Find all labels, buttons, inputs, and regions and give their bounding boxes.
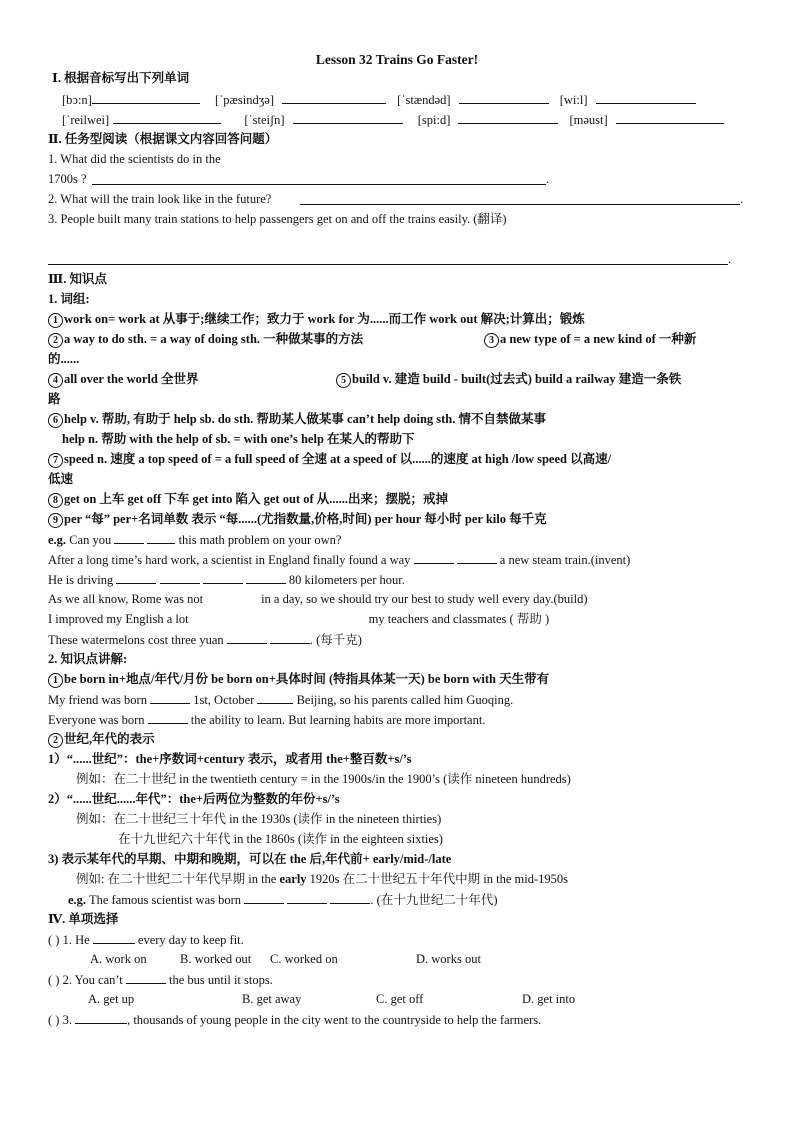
phonetic: [ˈstændəd] bbox=[397, 93, 451, 107]
phrase-5: 5 build v. 建造 build - built(过去式) build a railway 建造一条铁 bbox=[336, 371, 681, 388]
question-2: 2. What will the train look like in the future? bbox=[48, 192, 272, 206]
phonetic-row-2 bbox=[62, 111, 724, 128]
phrase-3: 3 a new type of = a new kind of 一种新 bbox=[484, 331, 696, 348]
example-5: I improved my English a lot my teachers and classmates ( 帮助 ) bbox=[48, 612, 550, 626]
answer-line[interactable] bbox=[300, 204, 740, 205]
example-1: e.g. Can you this math problem on your own? bbox=[48, 533, 342, 547]
question-1b: 1700s ? bbox=[48, 172, 87, 186]
period-eg: e.g. The famous scientist was born . (在十九世纪二十年代) bbox=[68, 893, 498, 907]
knowledge-1-example-2: Everyone was born the ability to learn. But learning habits are more important. bbox=[48, 713, 486, 727]
phonetic: [wi:l] bbox=[559, 93, 588, 107]
circled-number: 2 bbox=[48, 733, 63, 748]
phrase-8: 8 get on 上车 get off 下车 get into 陷入 get out of 从......出来；摆脱；戒掉 bbox=[48, 491, 448, 508]
section-3-heading: Ⅲ. 知识点 bbox=[48, 272, 107, 286]
example-2: After a long time’s hard work, a scientist in England finally found a way a new steam train.(invent) bbox=[48, 553, 631, 567]
section-1-heading: Ⅰ. 根据音标写出下列单词 bbox=[52, 71, 190, 85]
mc-question-2: ( ) 2. You can’t the bus until it stops. bbox=[48, 973, 273, 987]
circled-number: 3 bbox=[484, 333, 499, 348]
section-2-heading: Ⅱ. 任务型阅读（根据课文内容回答问题） bbox=[48, 132, 278, 146]
circled-number: 8 bbox=[48, 493, 63, 508]
knowledge-1-example-1: My friend was born 1st, October Beijing, so his parents called him Guoqing. bbox=[48, 693, 514, 707]
phrase-2: 2 a way to do sth. = a way of doing sth. 一种做某事的方法 bbox=[48, 331, 363, 348]
question-3: 3. People built many train stations to help passengers get on and off the trains easily. (翻译) bbox=[48, 212, 507, 226]
mc-options-2: A. get up B. get away C. get off D. get into bbox=[88, 992, 576, 1006]
century-example: 例如：在二十世纪 in the twentieth century = in the 1900s/in the 1900’s (读作 nineteen hundreds) bbox=[76, 772, 571, 786]
phrase-3-cont: 的...... bbox=[48, 352, 80, 366]
phrase-7-cont: 低速 bbox=[48, 472, 74, 486]
phonetic: [ˈpæsindʒə] bbox=[214, 93, 274, 107]
answer-paren[interactable]: ( ) bbox=[48, 973, 60, 987]
answer-line[interactable] bbox=[48, 264, 728, 265]
circled-number: 1 bbox=[48, 313, 63, 328]
circled-number: 2 bbox=[48, 333, 63, 348]
mc-options-1: A. work on B. worked out C. worked on D. works out bbox=[90, 952, 481, 966]
circled-number: 5 bbox=[336, 373, 351, 388]
example-4: As we all know, Rome was not in a day, so we should try our best to study well every day.(build) bbox=[48, 592, 588, 606]
circled-number: 9 bbox=[48, 513, 63, 528]
phonetic: [ˈsteiʃn] bbox=[244, 113, 285, 127]
subheading-phrases: 1. 词组: bbox=[48, 292, 90, 306]
phonetic: [spi:d] bbox=[417, 113, 451, 127]
circled-number: 4 bbox=[48, 373, 63, 388]
knowledge-1: 1 be born in+地点/年代/月份 be born on+具体时间 (特指具体某一天) be born with 天生带有 bbox=[48, 671, 549, 688]
answer-line[interactable] bbox=[92, 184, 546, 185]
answer-paren[interactable]: ( ) bbox=[48, 1013, 60, 1027]
phonetic: [bɔ:n] bbox=[62, 93, 92, 107]
phrase-1: 1 work on= work at 从事于;继续工作；致力于 work for 为......而工作 work out 解决;计算出；锻炼 bbox=[48, 311, 585, 328]
decade-example-2: 在十九世纪六十年代 in the 1860s (读作 in the eighteen sixties) bbox=[118, 832, 443, 846]
century-rule: 1）“......世纪”：the+序数词+century 表示，或者用 the+整百数+s/’s bbox=[48, 752, 412, 766]
phrase-7: 7 speed n. 速度 a top speed of = a full speed of 全速 at a speed of 以......的速度 at high /low speed 以高速/ bbox=[48, 451, 611, 468]
question-1a: 1. What did the scientists do in the bbox=[48, 152, 221, 166]
example-3: He is driving 80 kilometers per hour. bbox=[48, 573, 405, 587]
phrase-4: 4 all over the world 全世界 bbox=[48, 371, 198, 388]
answer-paren[interactable]: ( ) bbox=[48, 933, 60, 947]
decade-example-1: 例如：在二十世纪三十年代 in the 1930s (读作 in the nineteen thirties) bbox=[76, 812, 442, 826]
phrase-5-cont: 路 bbox=[48, 392, 61, 406]
example-6: These watermelons cost three yuan . (每千克) bbox=[48, 633, 362, 647]
section-4-heading: Ⅳ. 单项选择 bbox=[48, 912, 119, 926]
phrase-9: 9 per “每” per+名词单数 表示 “每......(尤指数量,价格,时间) per hour 每小时 per kilo 每千克 bbox=[48, 511, 547, 528]
subheading-explanation: 2. 知识点讲解: bbox=[48, 652, 128, 666]
circled-number: 7 bbox=[48, 453, 63, 468]
knowledge-2: 2 世纪,年代的表示 bbox=[48, 731, 155, 748]
circled-number: 1 bbox=[48, 673, 63, 688]
circled-number: 6 bbox=[48, 413, 63, 428]
mc-question-1: ( ) 1. He every day to keep fit. bbox=[48, 933, 244, 947]
decade-rule: 2）“......世纪......年代”：the+后两位为整数的年份+s/’s bbox=[48, 792, 340, 806]
period-rule: 3) 表示某年代的早期、中期和晚期，可以在 the 后,年代前+ early/mid-/late bbox=[48, 852, 452, 866]
page-title: Lesson 32 Trains Go Faster! bbox=[315, 52, 479, 67]
phonetic: [ˈreilwei] bbox=[62, 113, 110, 127]
phrase-6: 6 help v. 帮助, 有助于 help sb. do sth. 帮助某人做某事 can’t help doing sth. 情不自禁做某事 bbox=[48, 411, 546, 428]
mc-question-3: ( ) 3. , thousands of young people in the city went to the countryside to help the farmers. bbox=[48, 1013, 542, 1027]
phonetic-row-1 bbox=[62, 91, 696, 108]
period-example: 例如: 在二十世纪二十年代早期 in the early 1920s 在二十世纪五十年代中期 in the mid-1950s bbox=[76, 872, 569, 886]
phonetic: [məust] bbox=[569, 113, 608, 127]
phrase-6-noun: help n. 帮助 with the help of sb. = with one’s help 在某人的帮助下 bbox=[62, 432, 415, 446]
